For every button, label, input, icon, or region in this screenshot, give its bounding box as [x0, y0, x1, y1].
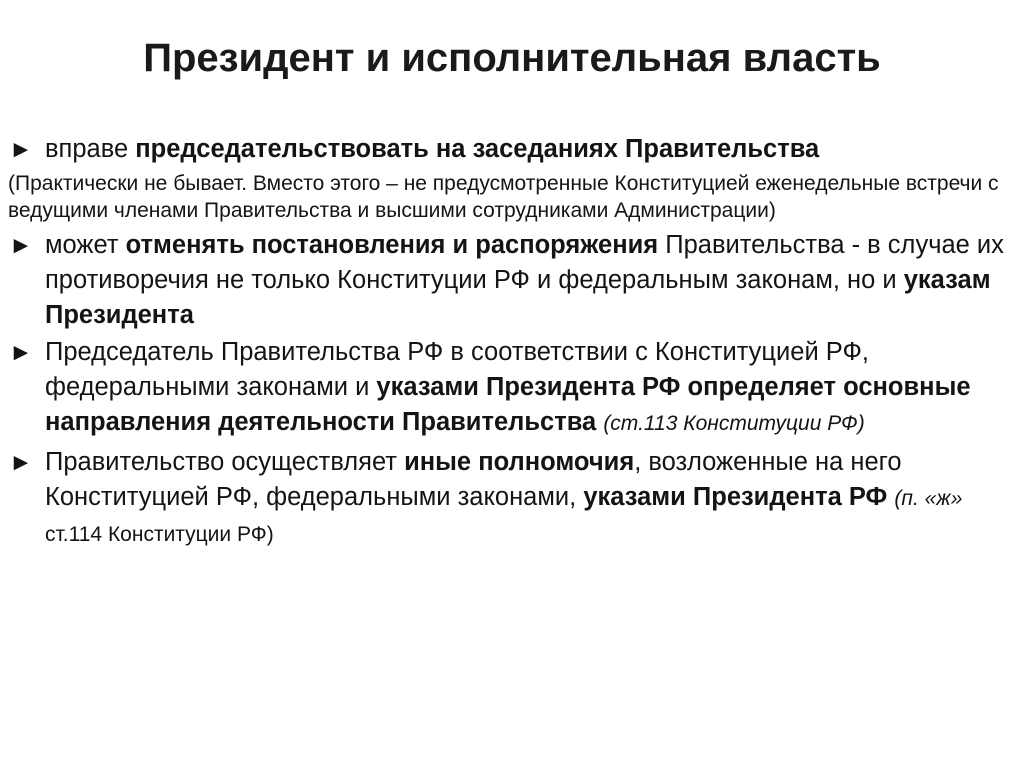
- bullet-note: (Практически не бывает. Вместо этого – не предусмотренные Конституцией еженедельные встречи с ведущими членами Правительства и высшими сотрудниками Администрации): [8, 172, 999, 222]
- bullet-emphasis: указам Президента: [45, 266, 991, 329]
- bullet-emphasis: отменять постановления и распоряжения: [125, 231, 659, 259]
- bullet-text: , возложенные на него Конституцией РФ, федеральными законами,: [45, 448, 902, 511]
- bullet-arrow-icon: ►: [9, 232, 33, 259]
- article-reference: ст.114 Конституции РФ): [45, 523, 274, 546]
- bullet-arrow-icon: ►: [9, 136, 33, 163]
- bullet-text: может: [45, 231, 126, 259]
- bullet-item-3: [8, 335, 1008, 441]
- slide-content: [8, 132, 1008, 552]
- bullet-emphasis: указами Президента РФ определяет основные направления деятельности Правительства: [45, 373, 971, 436]
- bullet-emphasis: указами Президента РФ: [583, 483, 888, 511]
- bullet-item-2: [8, 228, 1008, 333]
- bullet-item-1: [8, 132, 1008, 167]
- bullet-text: Правительство осуществляет: [45, 448, 405, 476]
- bullet-arrow-icon: ►: [9, 449, 33, 476]
- slide-title: Президент и исполнительная власть: [143, 36, 881, 80]
- bullet-arrow-icon: ►: [9, 339, 33, 366]
- bullet-text: Правительства - в случае их противоречия не только Конституции РФ и федеральным законам, но и: [45, 231, 1004, 294]
- bullet-item-4: [8, 445, 1008, 552]
- bullet-emphasis: председательствовать на заседаниях Правительства: [135, 135, 820, 163]
- bullet-text: вправе: [45, 135, 136, 163]
- bullet-emphasis: иные полномочия: [404, 448, 635, 476]
- bullet-text: Председатель Правительства РФ в соответствии с Конституцией РФ, федеральными законами и: [45, 338, 869, 401]
- article-reference: (ст.113 Конституции РФ): [603, 412, 865, 435]
- article-reference: (п. «ж»: [894, 487, 963, 510]
